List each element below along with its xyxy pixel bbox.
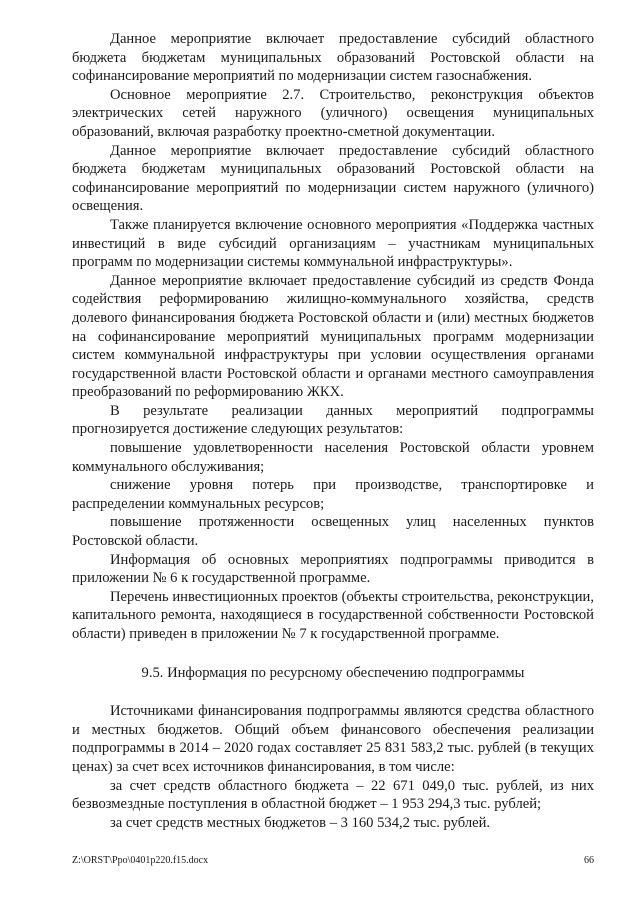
paragraph-fund-subsidies: Данное мероприятие включает предоставление субсидий из средств Фонда содействия реформированию жилищно-коммунального хозяйства, средств долевого финансирования бюджета Ростовской области и (или) местных бюджетов на софинансирование мероприятий муниципальных программ модернизации систем коммунальной инфраструктуры при условии осуществления органами государственной власти Ростовской области и органами местного самоуправления преобразований по реформированию ЖКХ. xyxy=(72,272,594,401)
paragraph-local-budgets: за счет средств местных бюджетов – 3 160 534,2 тыс. рублей. xyxy=(110,814,491,831)
footer-page-number: 66 xyxy=(584,855,594,866)
body-text-top xyxy=(72,30,594,644)
paragraph-result-losses: снижение уровня потерь при производстве, транспортировке и распределении коммунальных ресурсов; xyxy=(72,477,594,512)
paragraph-measure-2-7: Основное мероприятие 2.7. Строительство, реконструкция объектов электрических сетей наружного (уличного) освещения муниципальных образований, включая разработку проектно-сметной документации. xyxy=(72,86,594,140)
section-heading: 9.5. Информация по ресурсному обеспечению подпрограммы xyxy=(141,664,525,681)
document-page xyxy=(72,30,594,832)
paragraph-funding-sources: Источниками финансирования подпрограммы являются средства областного и местных бюджетов. Общий объем финансового обеспечения реализации подпрограммы в 2014 – 2020 годах составляет 25 831 583,2 тыс. рублей (в текущих ценах) за счет всех источников финансирования, в том числе: xyxy=(72,703,594,775)
paragraph-result-lighting: повышение протяженности освещенных улиц населенных пунктов Ростовской области. xyxy=(72,514,594,550)
paragraph-gas-subsidies: Данное мероприятие включает предоставление субсидий областного бюджета бюджетам муниципальных образований Ростовской области на софинансирование мероприятий по модернизации систем газоснабжения. xyxy=(72,31,594,85)
paragraph-lighting-subsidies: Данное мероприятие включает предоставление субсидий областного бюджета бюджетам муниципальных образований Ростовской области на софинансирование мероприятий по модернизации систем наружного (уличного) освещения. xyxy=(72,142,594,215)
paragraph-appendix-7: Перечень инвестиционных проектов (объекты строительства, реконструкции, капитального ремонта, находящиеся в государственной собственности Ростовской области) приведен в приложении № 7 к государственной программе. xyxy=(72,588,594,642)
paragraph-result-satisfaction: повышение удовлетворенности населения Ростовской области уровнем коммунального обслуживания; xyxy=(72,440,594,475)
paragraph-private-investment: Также планируется включение основного мероприятия «Поддержка частных инвестиций в виде субсидий организациям – участникам муниципальных программ по модернизации системы коммунальной инфраструктуры». xyxy=(72,216,594,271)
paragraph-regional-budget: за счет средств областного бюджета – 22 671 049,0 тыс. рублей, из них безвозмездные поступления в областной бюджет – 1 953 294,3 тыс. рублей; xyxy=(72,777,594,813)
paragraph-appendix-6: Информация об основных мероприятиях подпрограммы приводится в приложении № 6 к государственной программе. xyxy=(72,551,594,587)
footer-file-path: Z:\ORST\Ppo\0401p220.f15.docx xyxy=(72,855,209,866)
paragraph-expected-results: В результате реализации данных мероприятий подпрограммы прогнозируется достижение следующих результатов: xyxy=(72,402,594,438)
body-text-bottom xyxy=(72,702,594,832)
